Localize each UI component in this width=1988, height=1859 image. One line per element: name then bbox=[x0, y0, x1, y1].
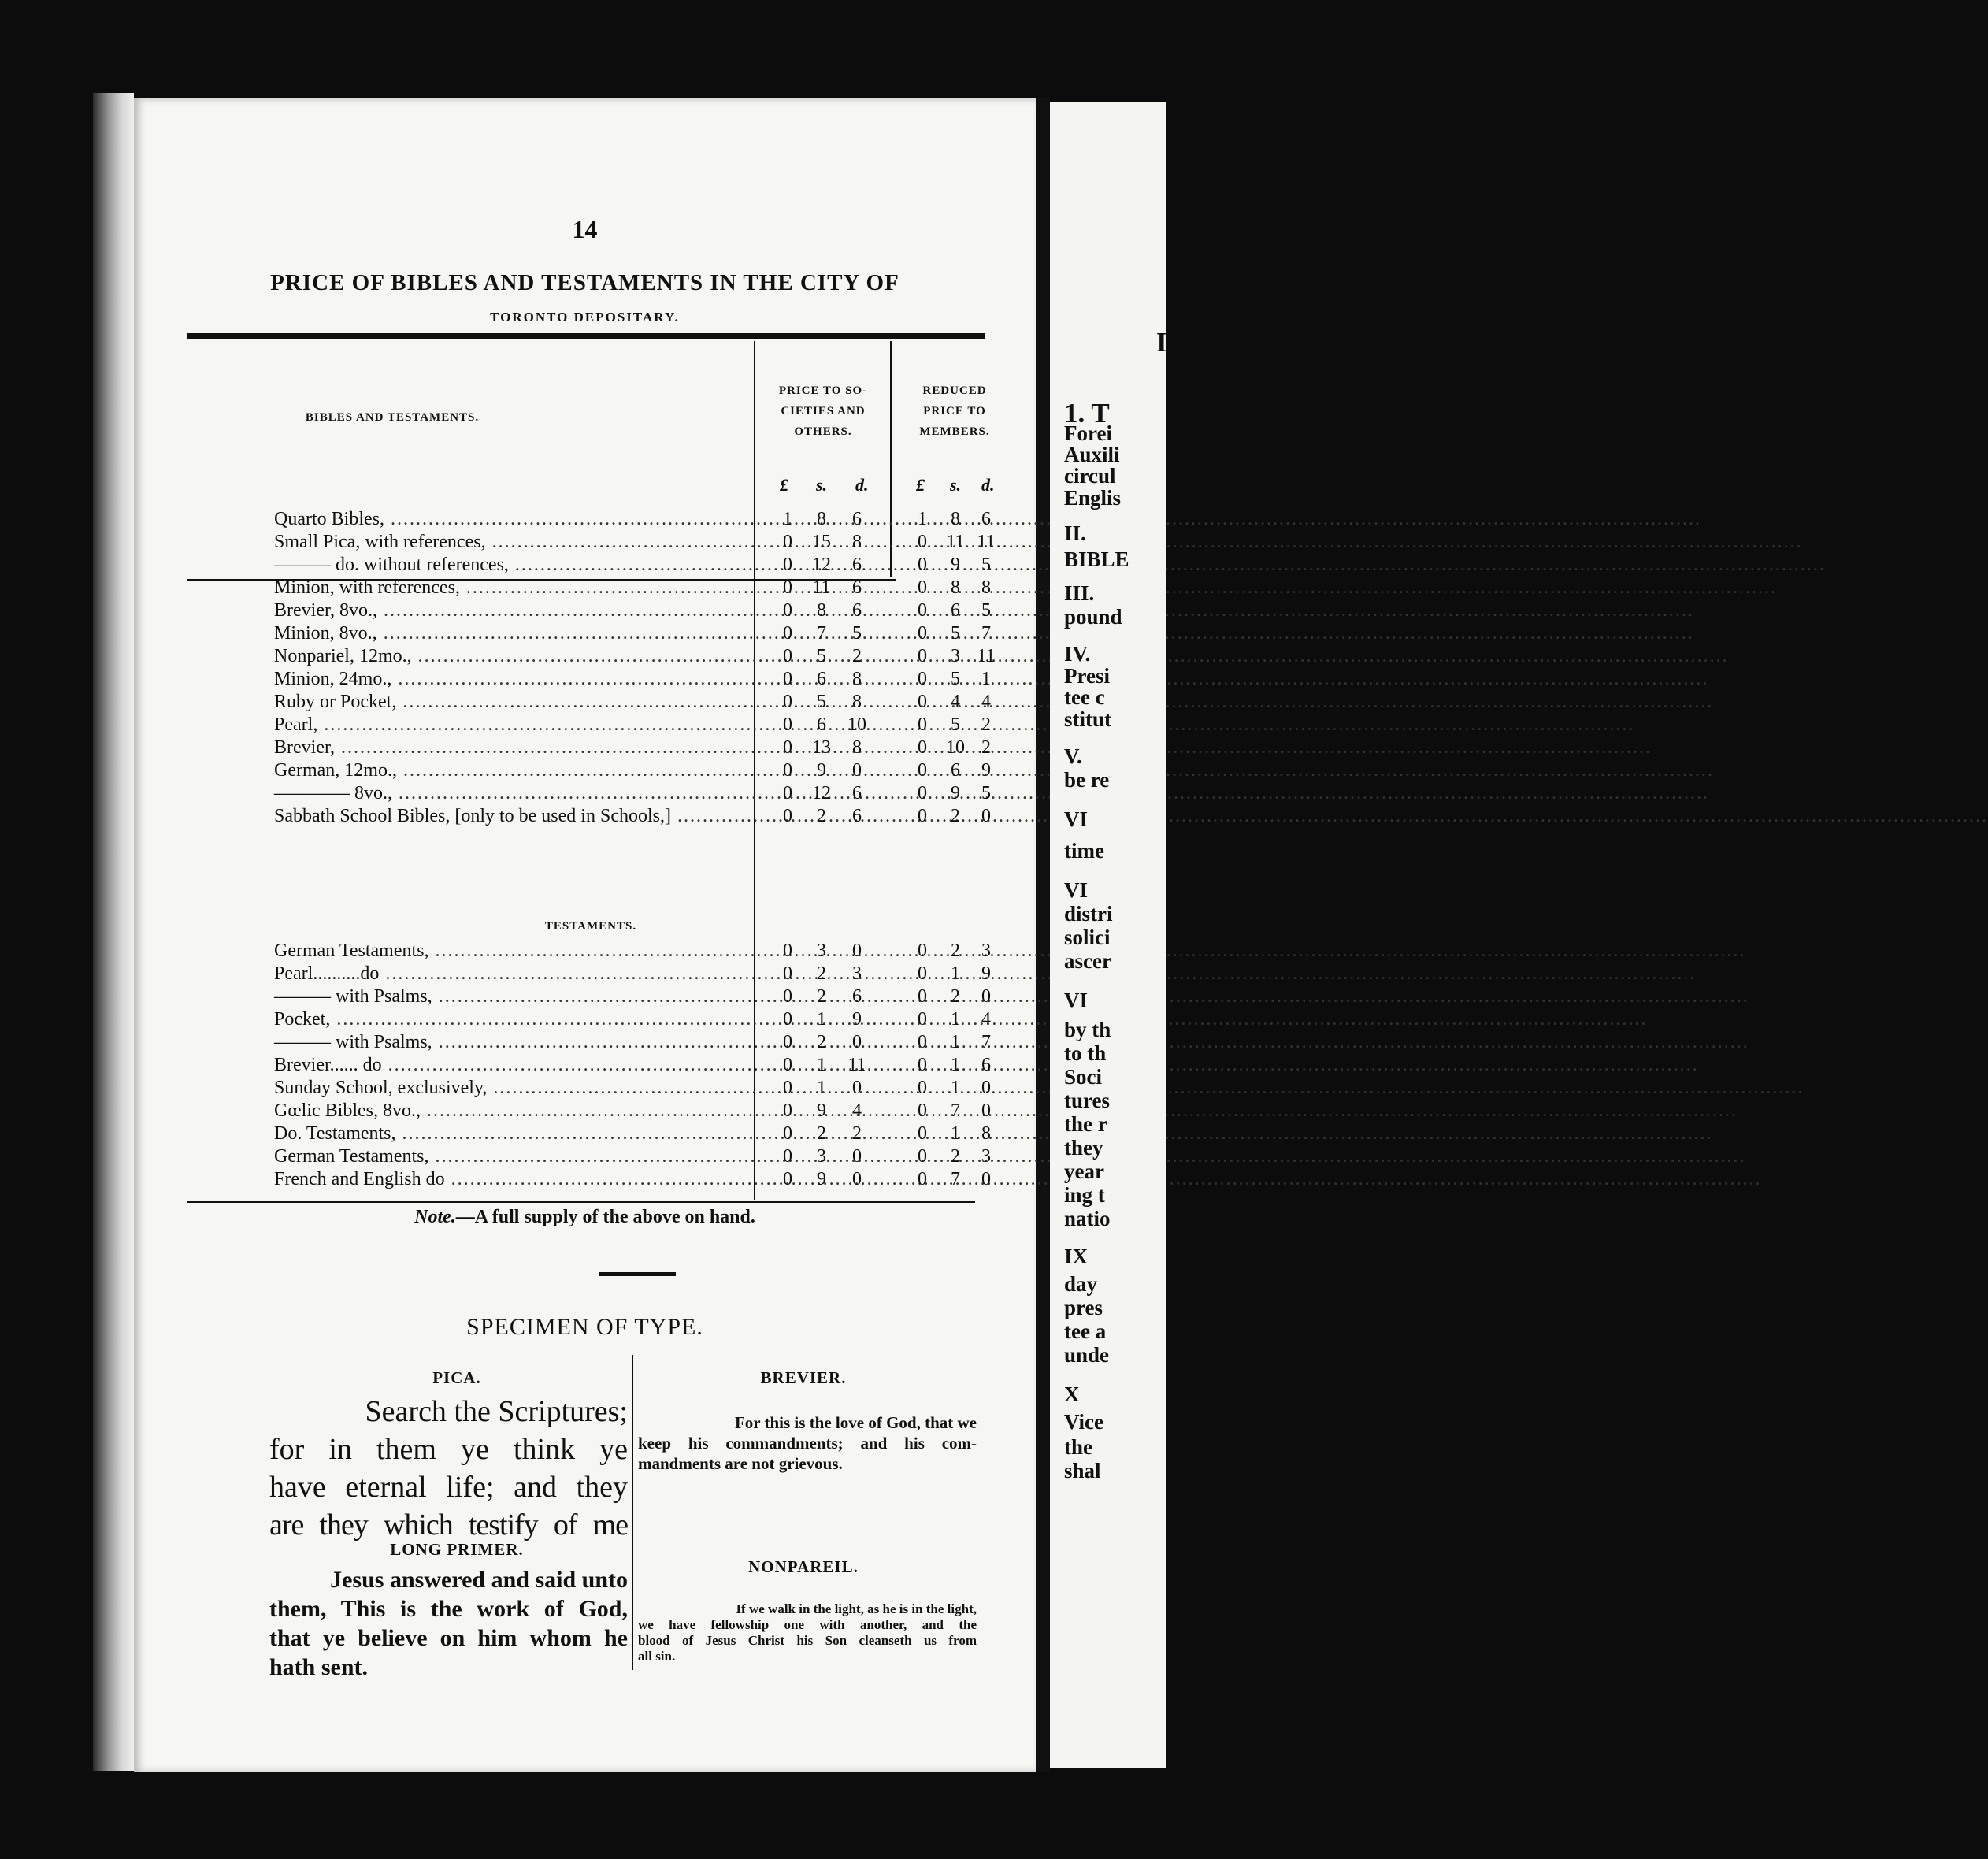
table-row bbox=[274, 508, 1014, 531]
item-label: Minion, with references, ..... bbox=[274, 577, 755, 599]
society-price-pounds: 0 bbox=[783, 783, 792, 803]
society-price-pounds: 0 bbox=[783, 1078, 792, 1098]
table-row bbox=[274, 1077, 1014, 1100]
item-label: German, 12mo., ..... bbox=[274, 759, 755, 782]
member-price-pounds: 0 bbox=[918, 1146, 927, 1167]
member-price-shillings: 2 bbox=[951, 986, 960, 1007]
member-price-pounds: 0 bbox=[918, 532, 927, 552]
adjacent-page-line: III. bbox=[1064, 581, 1095, 605]
item-label: German Testaments, ..... bbox=[274, 1145, 755, 1168]
adjacent-page-line: V. bbox=[1064, 744, 1082, 768]
society-price-pounds: 0 bbox=[783, 1032, 792, 1052]
table-row bbox=[274, 1122, 1014, 1145]
adjacent-page-line: time bbox=[1064, 839, 1104, 863]
member-price-pence: 0 bbox=[981, 806, 991, 826]
adjacent-page-line: tures bbox=[1064, 1089, 1110, 1112]
society-price-pence: 0 bbox=[852, 1146, 862, 1167]
society-price-pence: 9 bbox=[852, 1009, 862, 1030]
specimen-title: SPECIMEN OF TYPE. bbox=[466, 1314, 703, 1340]
society-price-shillings: 9 bbox=[817, 760, 826, 781]
society-price-shillings: 5 bbox=[817, 692, 826, 712]
member-price-shillings: 1 bbox=[951, 963, 960, 984]
member-price-pence: 6 bbox=[981, 1055, 991, 1075]
table-bottom-rule bbox=[187, 1201, 975, 1203]
society-price-pence: 8 bbox=[852, 669, 862, 689]
member-price-pounds: 0 bbox=[918, 986, 927, 1007]
item-label: ——— do. without references, ..... bbox=[274, 554, 755, 577]
table-row bbox=[274, 668, 1014, 691]
society-price-pence: 4 bbox=[852, 1100, 862, 1121]
society-price-shillings: 11 bbox=[812, 577, 831, 598]
society-price-shillings: 6 bbox=[817, 669, 826, 689]
adjacent-page-line: solici bbox=[1064, 926, 1111, 949]
member-price-pounds: 0 bbox=[918, 555, 927, 575]
table-row bbox=[274, 805, 1014, 828]
nonpareil-label: NONPAREIL. bbox=[748, 1557, 859, 1576]
adjacent-page-line: ing t bbox=[1064, 1183, 1105, 1207]
member-price-pence: 9 bbox=[981, 963, 991, 984]
member-price-shillings: 7 bbox=[951, 1100, 960, 1121]
member-price-pounds: 0 bbox=[918, 646, 927, 666]
member-price-pence: 11 bbox=[977, 532, 996, 552]
society-price-pence: 6 bbox=[852, 555, 862, 575]
member-price-pounds: 0 bbox=[918, 714, 927, 735]
item-label: Nonpariel, 12mo., ..... bbox=[274, 645, 755, 668]
member-price-shillings: 1 bbox=[951, 1055, 960, 1075]
member-price-pence: 4 bbox=[981, 1009, 991, 1030]
table-row bbox=[274, 554, 1014, 577]
nonpareil-sample: If we walk in the light, as he is in the light, we have fellowship one with another, and the blood of Jesus Christ his Son cleanseth us from all sin. bbox=[638, 1601, 977, 1664]
header-price-members: REDUCED PRICE TO MEMBERS. bbox=[919, 384, 990, 438]
adjacent-page-line: Vice bbox=[1064, 1410, 1103, 1434]
section-divider bbox=[599, 1272, 676, 1276]
member-price-pence: 3 bbox=[981, 941, 991, 961]
member-price-pounds: 0 bbox=[918, 600, 927, 621]
pounds-symbol: £ bbox=[780, 475, 788, 495]
society-price-shillings: 8 bbox=[817, 600, 826, 621]
member-price-pounds: 0 bbox=[918, 1169, 927, 1189]
item-label: Ruby or Pocket, ..... bbox=[274, 691, 755, 714]
table-row bbox=[274, 622, 1014, 645]
society-price-shillings: 1 bbox=[817, 1078, 826, 1098]
adjacent-page-line: BIBLE bbox=[1064, 547, 1129, 571]
adjacent-page-line: be re bbox=[1064, 768, 1110, 792]
adjacent-page-line: X bbox=[1064, 1382, 1080, 1406]
society-price-pounds: 0 bbox=[783, 1146, 792, 1167]
adjacent-page-fragment bbox=[1050, 102, 1166, 1768]
member-price-shillings: 9 bbox=[951, 783, 960, 803]
adjacent-page-line: the r bbox=[1064, 1112, 1107, 1136]
member-price-shillings: 2 bbox=[951, 806, 960, 826]
adjacent-page-line: natio bbox=[1064, 1207, 1111, 1230]
item-label: ——— with Psalms, ..... bbox=[274, 985, 755, 1008]
table-row bbox=[274, 1168, 1014, 1191]
member-price-pounds: 0 bbox=[918, 963, 927, 984]
society-price-pounds: 0 bbox=[783, 646, 792, 666]
member-price-pounds: 0 bbox=[918, 941, 927, 961]
society-price-shillings: 12 bbox=[812, 783, 831, 803]
pence-label: d. bbox=[981, 475, 995, 495]
member-price-shillings: 11 bbox=[946, 532, 965, 552]
member-price-shillings: 1 bbox=[951, 1078, 960, 1098]
society-price-pounds: 0 bbox=[783, 669, 792, 689]
header-items: BIBLES AND TESTAMENTS. bbox=[305, 411, 480, 424]
member-price-shillings: 6 bbox=[951, 760, 960, 781]
table-row bbox=[274, 691, 1014, 714]
member-price-pence: 0 bbox=[981, 986, 991, 1007]
society-price-shillings: 2 bbox=[817, 963, 826, 984]
society-price-pounds: 0 bbox=[783, 1100, 792, 1121]
testaments-heading: TESTAMENTS. bbox=[544, 920, 637, 933]
page-number: 14 bbox=[572, 215, 598, 243]
table-row bbox=[274, 1008, 1014, 1031]
item-label: Sabbath School Bibles, [only to be used in Schools,] ..... bbox=[274, 805, 755, 828]
society-price-pence: 6 bbox=[852, 577, 862, 598]
society-price-pounds: 0 bbox=[783, 986, 792, 1007]
item-label: Pearl, ..... bbox=[274, 714, 755, 737]
brevier-sample: For this is the love of God, that we keep his commandments; and his com- mandments are not grievous. bbox=[638, 1413, 977, 1473]
document-page bbox=[134, 98, 1036, 1772]
member-price-shillings: 5 bbox=[951, 669, 960, 689]
member-price-pence: 5 bbox=[981, 783, 991, 803]
society-price-pence: 8 bbox=[852, 737, 862, 758]
page-gutter bbox=[1036, 98, 1050, 1772]
item-label: Do. Testaments, ..... bbox=[274, 1122, 755, 1145]
member-price-pence: 2 bbox=[981, 714, 991, 735]
society-price-pounds: 0 bbox=[783, 532, 792, 552]
society-price-pence: 2 bbox=[852, 1123, 862, 1144]
society-price-pence: 6 bbox=[852, 509, 862, 529]
society-price-pounds: 0 bbox=[783, 806, 792, 826]
adjacent-page-line: to th bbox=[1064, 1041, 1107, 1065]
long-primer-sample: Jesus answered and said unto them, This is the work of God, that ye believe on him whom he hath sent. bbox=[269, 1567, 628, 1680]
society-price-pence: 0 bbox=[852, 941, 862, 961]
header-price-societies: PRICE TO SO- CIETIES AND OTHERS. bbox=[778, 384, 868, 438]
adjacent-page-line: stitut bbox=[1064, 707, 1111, 731]
member-price-pence: 9 bbox=[981, 760, 991, 781]
society-price-shillings: 8 bbox=[817, 509, 826, 529]
adjacent-page-line: tee c bbox=[1064, 685, 1105, 709]
item-label: ———— 8vo., ..... bbox=[274, 782, 755, 805]
member-price-pence: 7 bbox=[981, 623, 991, 644]
member-price-pounds: 0 bbox=[918, 692, 927, 712]
member-price-shillings: 1 bbox=[951, 1032, 960, 1052]
member-price-shillings: 1 bbox=[951, 1009, 960, 1030]
member-price-pounds: 0 bbox=[918, 1009, 927, 1030]
member-price-pounds: 0 bbox=[918, 1078, 927, 1098]
society-price-shillings: 1 bbox=[817, 1009, 826, 1030]
shillings-label: s. bbox=[816, 475, 828, 495]
adjacent-page-line: Englis bbox=[1064, 486, 1122, 510]
society-price-pounds: 0 bbox=[783, 1055, 792, 1075]
adjacent-page-line: IX bbox=[1064, 1245, 1089, 1268]
member-price-pounds: 0 bbox=[918, 783, 927, 803]
table-row bbox=[274, 577, 1014, 599]
adjacent-page-line: I bbox=[1156, 327, 1167, 358]
long-primer-label: LONG PRIMER. bbox=[390, 1540, 524, 1559]
member-price-pounds: 0 bbox=[918, 1100, 927, 1121]
adjacent-page-line: the bbox=[1064, 1435, 1092, 1459]
item-label: French and English do ..... bbox=[274, 1168, 755, 1191]
member-price-pounds: 0 bbox=[918, 806, 927, 826]
table-row bbox=[274, 1145, 1014, 1168]
item-label: Brevier...... do ..... bbox=[274, 1054, 755, 1077]
member-price-shillings: 8 bbox=[951, 577, 960, 598]
member-price-pence: 2 bbox=[981, 737, 991, 758]
item-label: Brevier, ..... bbox=[274, 737, 755, 759]
member-price-pence: 3 bbox=[981, 1146, 991, 1167]
table-top-rule bbox=[187, 333, 985, 339]
adjacent-page-line: Presi bbox=[1064, 664, 1110, 688]
pica-label: PICA. bbox=[432, 1368, 481, 1387]
adjacent-page-line: pres bbox=[1064, 1296, 1103, 1319]
member-price-pounds: 1 bbox=[918, 509, 927, 529]
member-price-pounds: 0 bbox=[918, 1123, 927, 1144]
item-label: Brevier, 8vo., ..... bbox=[274, 599, 755, 622]
member-price-shillings: 2 bbox=[951, 1146, 960, 1167]
adjacent-page-line: tee a bbox=[1064, 1319, 1107, 1343]
adjacent-page-line: distri bbox=[1064, 902, 1113, 926]
item-label: Pearl..........do ..... bbox=[274, 963, 755, 985]
society-price-shillings: 5 bbox=[817, 646, 826, 666]
society-price-pence: 2 bbox=[852, 646, 862, 666]
member-price-pence: 8 bbox=[981, 577, 991, 598]
member-price-shillings: 1 bbox=[951, 1123, 960, 1144]
society-price-shillings: 12 bbox=[812, 555, 831, 575]
society-price-shillings: 15 bbox=[812, 532, 831, 552]
item-label: Minion, 8vo., ..... bbox=[274, 622, 755, 645]
society-price-shillings: 13 bbox=[812, 737, 831, 758]
member-price-pence: 5 bbox=[981, 600, 991, 621]
adjacent-page-line: IV. bbox=[1064, 642, 1091, 666]
page-title: PRICE OF BIBLES AND TESTAMENTS IN THE CITY OF bbox=[270, 270, 899, 295]
society-price-pence: 6 bbox=[852, 806, 862, 826]
item-label: Small Pica, with references, ..... bbox=[274, 531, 755, 554]
member-price-pence: 11 bbox=[977, 646, 996, 666]
table-row bbox=[274, 599, 1014, 622]
item-label: German Testaments, ..... bbox=[274, 940, 755, 963]
table-row bbox=[274, 645, 1014, 668]
brevier-label: BREVIER. bbox=[760, 1368, 847, 1387]
table-row bbox=[274, 531, 1014, 554]
society-price-pounds: 0 bbox=[783, 623, 792, 644]
table-row bbox=[274, 1031, 1014, 1054]
adjacent-page-line: Forei bbox=[1064, 421, 1112, 445]
table-row bbox=[274, 782, 1014, 805]
member-price-shillings: 4 bbox=[951, 692, 960, 712]
society-price-pence: 8 bbox=[852, 532, 862, 552]
society-price-pounds: 0 bbox=[783, 963, 792, 984]
society-price-shillings: 2 bbox=[817, 806, 826, 826]
member-price-shillings: 3 bbox=[951, 646, 960, 666]
society-price-shillings: 2 bbox=[817, 986, 826, 1007]
table-row bbox=[274, 737, 1014, 759]
member-price-pounds: 0 bbox=[918, 1055, 927, 1075]
society-price-shillings: 9 bbox=[817, 1169, 826, 1189]
adjacent-page-line: 1. T bbox=[1064, 398, 1110, 429]
member-price-pence: 0 bbox=[981, 1100, 991, 1121]
member-price-pence: 5 bbox=[981, 555, 991, 575]
adjacent-page-line: they bbox=[1064, 1136, 1103, 1160]
table-row bbox=[274, 940, 1014, 963]
adjacent-page-line: VI bbox=[1064, 878, 1089, 902]
member-price-pounds: 0 bbox=[918, 1032, 927, 1052]
table-row bbox=[274, 714, 1014, 737]
adjacent-page-line: by th bbox=[1064, 1018, 1111, 1041]
pounds-symbol: £ bbox=[916, 475, 925, 495]
note: Note.—A full supply of the above on hand. bbox=[414, 1207, 755, 1227]
member-price-pounds: 0 bbox=[918, 760, 927, 781]
member-price-shillings: 2 bbox=[951, 941, 960, 961]
item-label: Gœlic Bibles, 8vo., ..... bbox=[274, 1100, 755, 1122]
adjacent-page-line: VI bbox=[1064, 807, 1089, 831]
society-price-pence: 8 bbox=[852, 692, 862, 712]
member-price-pence: 0 bbox=[981, 1078, 991, 1098]
society-price-shillings: 2 bbox=[817, 1123, 826, 1144]
society-price-pounds: 0 bbox=[783, 941, 792, 961]
member-price-shillings: 10 bbox=[946, 737, 965, 758]
society-price-pence: 0 bbox=[852, 1032, 862, 1052]
society-price-pence: 6 bbox=[852, 600, 862, 621]
society-price-shillings: 2 bbox=[817, 1032, 826, 1052]
society-price-shillings: 3 bbox=[817, 1146, 826, 1167]
member-price-pence: 7 bbox=[981, 1032, 991, 1052]
item-label: Minion, 24mo., ..... bbox=[274, 668, 755, 691]
society-price-pounds: 0 bbox=[783, 737, 792, 758]
adjacent-page-line: year bbox=[1064, 1160, 1104, 1183]
member-price-pounds: 0 bbox=[918, 669, 927, 689]
society-price-pence: 11 bbox=[847, 1055, 866, 1075]
society-price-pence: 3 bbox=[852, 963, 862, 984]
member-price-shillings: 5 bbox=[951, 714, 960, 735]
society-price-pence: 0 bbox=[852, 760, 862, 781]
society-price-pence: 5 bbox=[852, 623, 862, 644]
society-price-pounds: 0 bbox=[783, 600, 792, 621]
item-label: Sunday School, exclusively, ..... bbox=[274, 1077, 755, 1100]
member-price-pence: 0 bbox=[981, 1169, 991, 1189]
adjacent-page-line: Soci bbox=[1064, 1065, 1103, 1089]
adjacent-page-line: shal bbox=[1064, 1459, 1101, 1482]
member-price-pence: 1 bbox=[981, 669, 991, 689]
society-price-pence: 0 bbox=[852, 1169, 862, 1189]
society-price-pounds: 0 bbox=[783, 555, 792, 575]
society-price-pounds: 0 bbox=[783, 1169, 792, 1189]
member-price-pounds: 0 bbox=[918, 623, 927, 644]
item-label: Pocket, ..... bbox=[274, 1008, 755, 1031]
item-label: Quarto Bibles, ..... bbox=[274, 508, 755, 531]
specimen-column-divider bbox=[632, 1355, 633, 1670]
society-price-shillings: 9 bbox=[817, 1100, 826, 1121]
member-price-pounds: 0 bbox=[918, 737, 927, 758]
adjacent-page-line: unde bbox=[1064, 1343, 1110, 1367]
society-price-shillings: 6 bbox=[817, 714, 826, 735]
society-price-pence: 6 bbox=[852, 986, 862, 1007]
adjacent-page-line: II. bbox=[1064, 521, 1086, 545]
adjacent-page-line: ascer bbox=[1064, 949, 1111, 973]
society-price-pounds: 0 bbox=[783, 1123, 792, 1144]
adjacent-page-line: pound bbox=[1064, 605, 1122, 629]
adjacent-page-line: circul bbox=[1064, 464, 1116, 488]
society-price-pounds: 0 bbox=[783, 760, 792, 781]
table-row bbox=[274, 985, 1014, 1008]
society-price-pounds: 0 bbox=[783, 577, 792, 598]
society-price-pence: 10 bbox=[847, 714, 866, 735]
binding-edge bbox=[93, 93, 134, 1771]
member-price-shillings: 5 bbox=[951, 623, 960, 644]
table-row bbox=[274, 1100, 1014, 1122]
society-price-pounds: 0 bbox=[783, 1009, 792, 1030]
item-label: ——— with Psalms, ..... bbox=[274, 1031, 755, 1054]
society-price-shillings: 7 bbox=[817, 623, 826, 644]
member-price-shillings: 8 bbox=[951, 509, 960, 529]
society-price-pounds: 1 bbox=[783, 509, 792, 529]
member-price-pence: 4 bbox=[981, 692, 991, 712]
society-price-pence: 6 bbox=[852, 783, 862, 803]
member-price-pence: 6 bbox=[981, 509, 991, 529]
pica-sample: Search the Scriptures; for in them ye think ye have eternal life; and they are they which testify of me bbox=[269, 1395, 628, 1542]
society-price-pounds: 0 bbox=[783, 714, 792, 735]
table-row bbox=[274, 1054, 1014, 1077]
member-price-shillings: 9 bbox=[951, 555, 960, 575]
shillings-label: s. bbox=[950, 475, 962, 495]
society-price-shillings: 3 bbox=[817, 941, 826, 961]
member-price-shillings: 6 bbox=[951, 600, 960, 621]
member-price-pence: 8 bbox=[981, 1123, 991, 1144]
pence-label: d. bbox=[855, 475, 869, 495]
table-row bbox=[274, 759, 1014, 782]
society-price-shillings: 1 bbox=[817, 1055, 826, 1075]
member-price-pounds: 0 bbox=[918, 577, 927, 598]
adjacent-page-line: Auxili bbox=[1064, 443, 1120, 466]
society-price-pounds: 0 bbox=[783, 692, 792, 712]
table-row bbox=[274, 963, 1014, 985]
adjacent-page-line: VI bbox=[1064, 989, 1089, 1012]
member-price-shillings: 7 bbox=[951, 1169, 960, 1189]
page-subtitle: TORONTO DEPOSITARY. bbox=[490, 310, 680, 325]
adjacent-page-line: day bbox=[1064, 1272, 1098, 1296]
society-price-pence: 0 bbox=[852, 1078, 862, 1098]
